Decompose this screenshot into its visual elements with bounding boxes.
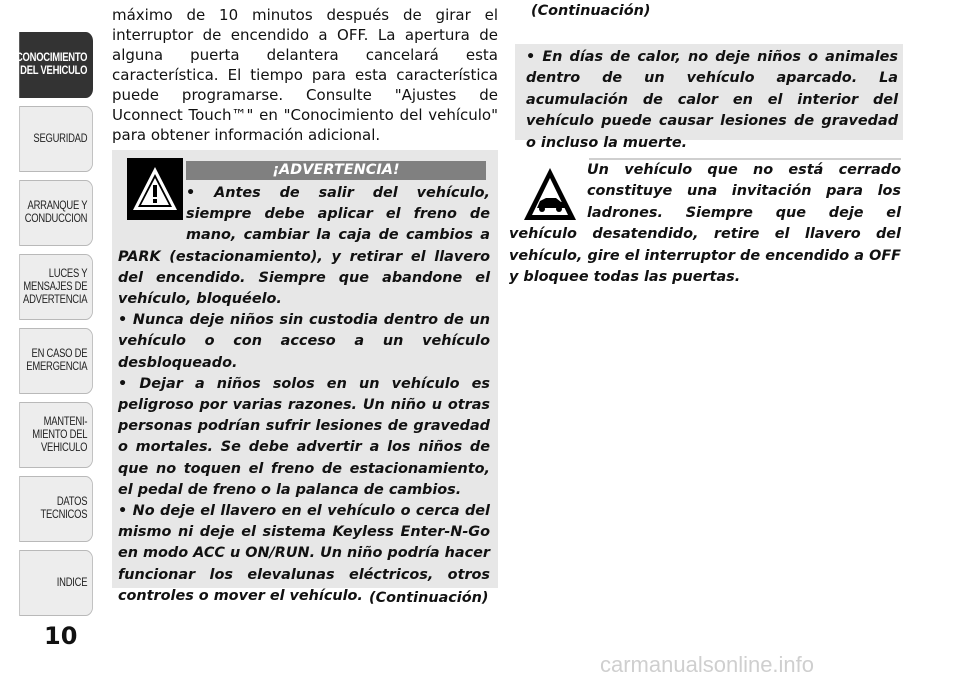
tab-luces-y-mensajes[interactable]: LUCES Y MENSAJES DE ADVERTENCIA: [19, 254, 93, 320]
warning-item: • Antes de salir del vehículo, siempre debe aplicar el freno de mano, cambiar la caja de cambios a PARK (estacionamiento), y retirar el llavero del encendido. Siempre que abandone el vehículo, bloquéelo.: [118, 185, 490, 308]
continued-label: (Continuación): [531, 3, 651, 19]
intro-paragraph: máximo de 10 minutos después de girar el interruptor de encendido a OFF. La apertura de alguna puerta delantera cancelará esta característica. El tiempo para esta característica puede programarse. Consulte "Ajustes de Uconnect Touch™" en "Conocimiento del vehículo" para obtener información adicional.: [112, 6, 498, 144]
page-number: 10: [44, 622, 78, 650]
tab-datos-tecnicos[interactable]: DATOS TECNICOS: [19, 476, 93, 542]
tab-mantenimiento[interactable]: MANTENI- MIENTO DEL VEHICULO: [19, 402, 93, 468]
warning-item: • En días de calor, no deje niños o animales dentro de un vehículo aparcado. La acumulación de calor en el interior del vehículo puede causar lesiones de gravedad o incluso la muerte.: [526, 49, 898, 151]
caution-text: Un vehículo que no está cerrado constituye una invitación para los ladrones. Siempre que deje el vehículo desatendido, retire el llavero del vehículo, gire el interruptor de encendido a OFF y bloquee todas las puertas.: [509, 162, 901, 286]
tab-indice[interactable]: INDICE: [19, 550, 93, 616]
warning-item: • No deje el llavero en el vehículo o cerca del mismo ni deje el sistema Keyless Enter-N-Go en modo ACC u ON/RUN. Un niño podría hacer funcionar los elevalunas eléctricos, otros controles o mover el vehículo.: [118, 503, 490, 604]
warning-item: • Nunca deje niños sin custodia dentro de un vehículo o con acceso a un vehículo desbloqueado.: [118, 312, 490, 371]
tab-conocimiento-del-vehiculo[interactable]: CONOCIMIENTO DEL VEHICULO: [19, 32, 93, 98]
continued-label: (Continuación): [369, 590, 489, 606]
tab-arranque-y-conduccion[interactable]: ARRANQUE Y CONDUCCION: [19, 180, 93, 246]
warning-heading: ¡ADVERTENCIA!: [186, 161, 486, 180]
warning-box-continued: [515, 44, 903, 151]
tab-seguridad[interactable]: SEGURIDAD: [19, 106, 93, 172]
warning-item: • Dejar a niños solos en un vehículo es peligroso por varias razones. Un niño u otras personas podrían sufrir lesiones de gravedad o mortales. Se debe advertir a los niños de que no toquen el freno de estacionamiento, el pedal de freno o la palanca de cambios.: [118, 375, 490, 498]
watermark: carmanualsonline.info: [600, 652, 815, 677]
tab-en-caso-de-emergencia[interactable]: EN CASO DE EMERGENCIA: [19, 328, 93, 394]
warning-text: [118, 183, 490, 607]
caution-paragraph: [509, 160, 901, 288]
